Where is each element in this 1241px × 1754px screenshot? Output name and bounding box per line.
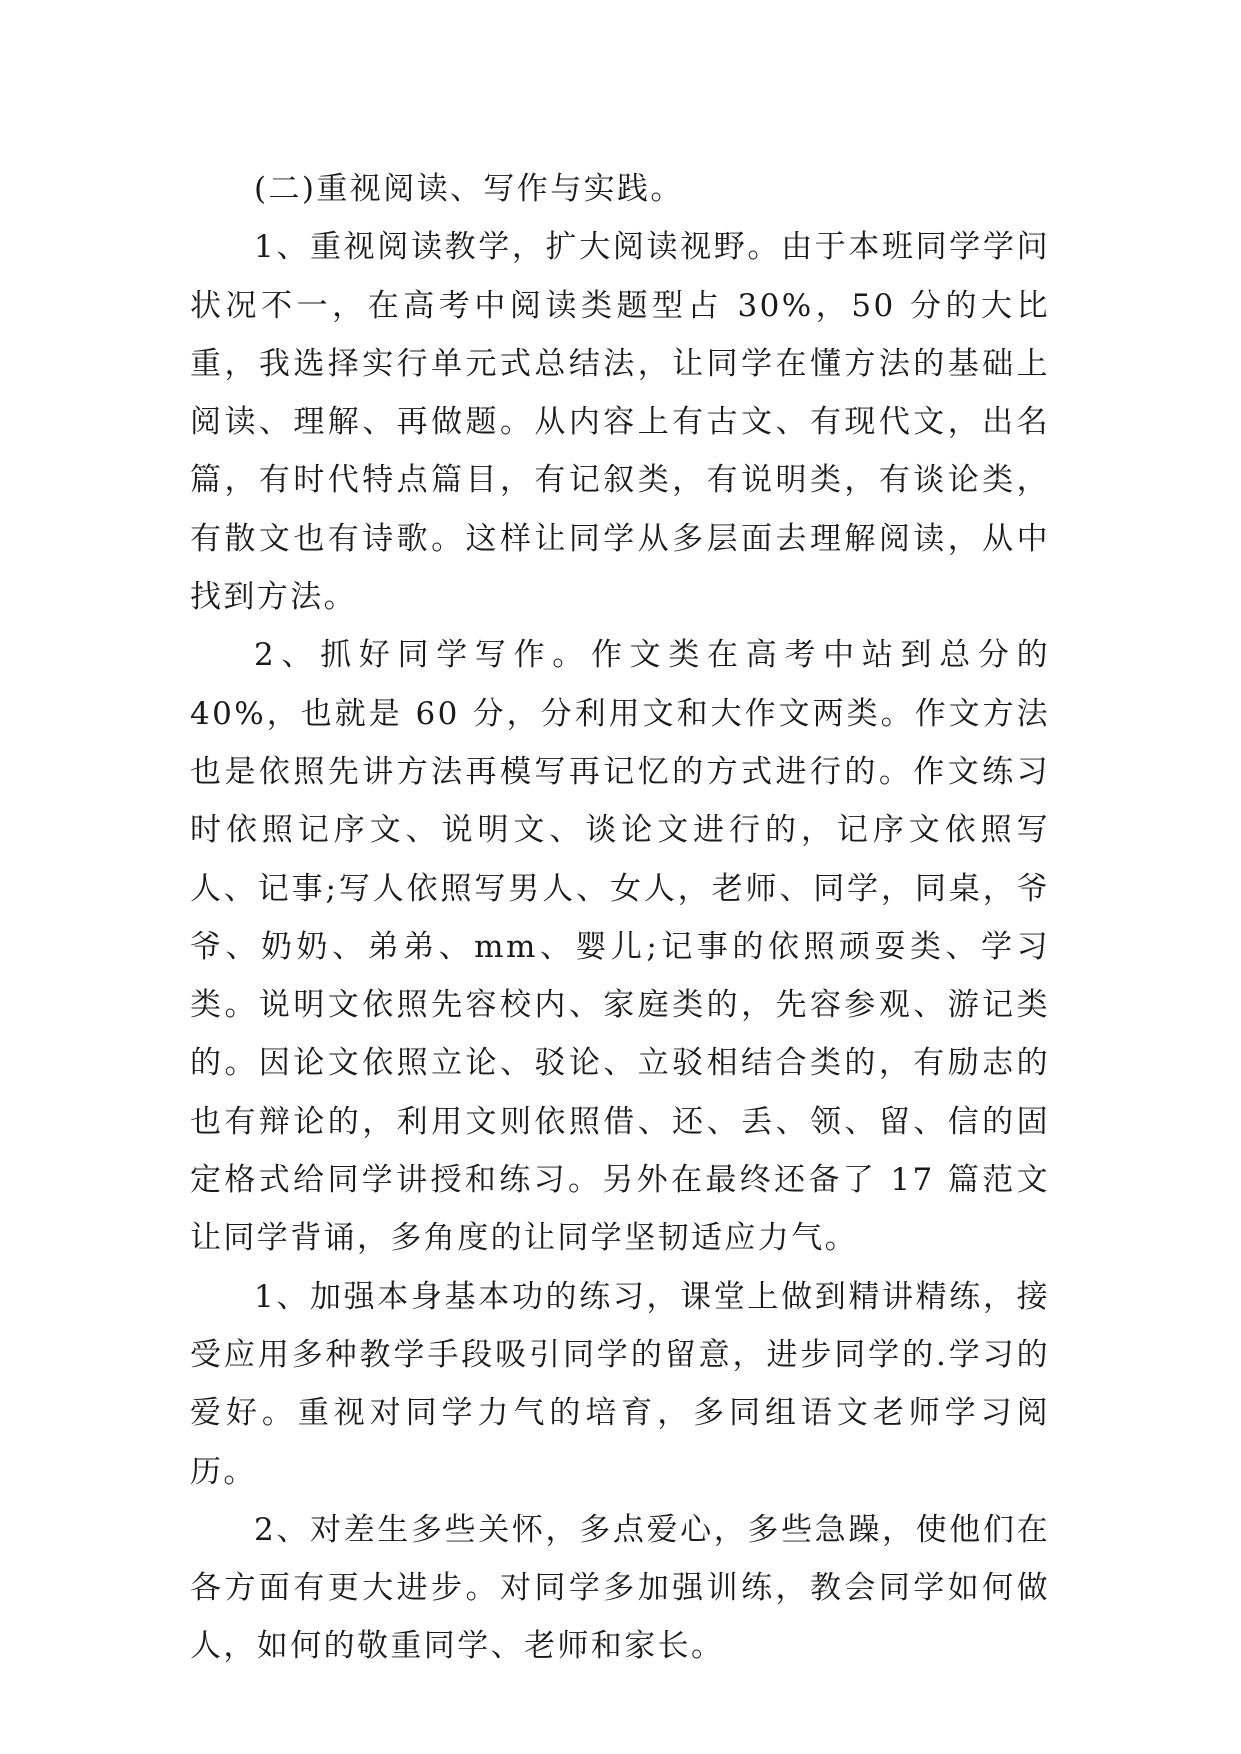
paragraph-basic-skills: 1、加强本身基本功的练习，课堂上做到精讲精练，接受应用多种教学手段吸引同学的留意，进步同学的.学习的爱好。重视对同学力气的培育，多同组语文老师学习阅历。 — [190, 1278, 1050, 1490]
paragraph-reading: 1、重视阅读教学，扩大阅读视野。由于本班同学学问状况不一，在高考中阅读类题型占 30%，50 分的大比重，我选择实行单元式总结法，让同学在懂方法的基础上阅读、理解、再做题。从内容上有古文、有现代文，出名篇，有时代特点篇目，有记叙类，有说明类，有谈论类，有散文也有诗歌。这样让同学从多层面去理解阅读，从中找到方法。 — [190, 229, 1050, 616]
document-body — [190, 160, 1050, 1676]
paragraph-care-students: 2、对差生多些关怀，多点爱心，多些急躁，使他们在各方面有更大进步。对同学多加强训练，教会同学如何做人，如何的敬重同学、老师和家长。 — [190, 1511, 1050, 1665]
section-heading: (二)重视阅读、写作与实践。 — [254, 171, 684, 207]
paragraph-writing: 2、抓好同学写作。作文类在高考中站到总分的 40%，也就是 60 分，分利用文和大作文两类。作文方法也是依照先讲方法再模写再记忆的方式进行的。作文练习时依照记序文、说明文、谈论文进行的，记序文依照写人、记事;写人依照写男人、女人，老师、同学，同桌，爷爷、奶奶、弟弟、mm、婴儿;记事的依照顽耍类、学习类。说明文依照先容校内、家庭类的，先容参观、游记类的。因论文依照立论、驳论、立驳相结合类的，有励志的也有辩论的，利用文则依照借、还、丢、领、留、信的固定格式给同学讲授和练习。另外在最终还备了 17 篇范文让同学背诵，多角度的让同学坚韧适应力气。 — [190, 637, 1050, 1257]
